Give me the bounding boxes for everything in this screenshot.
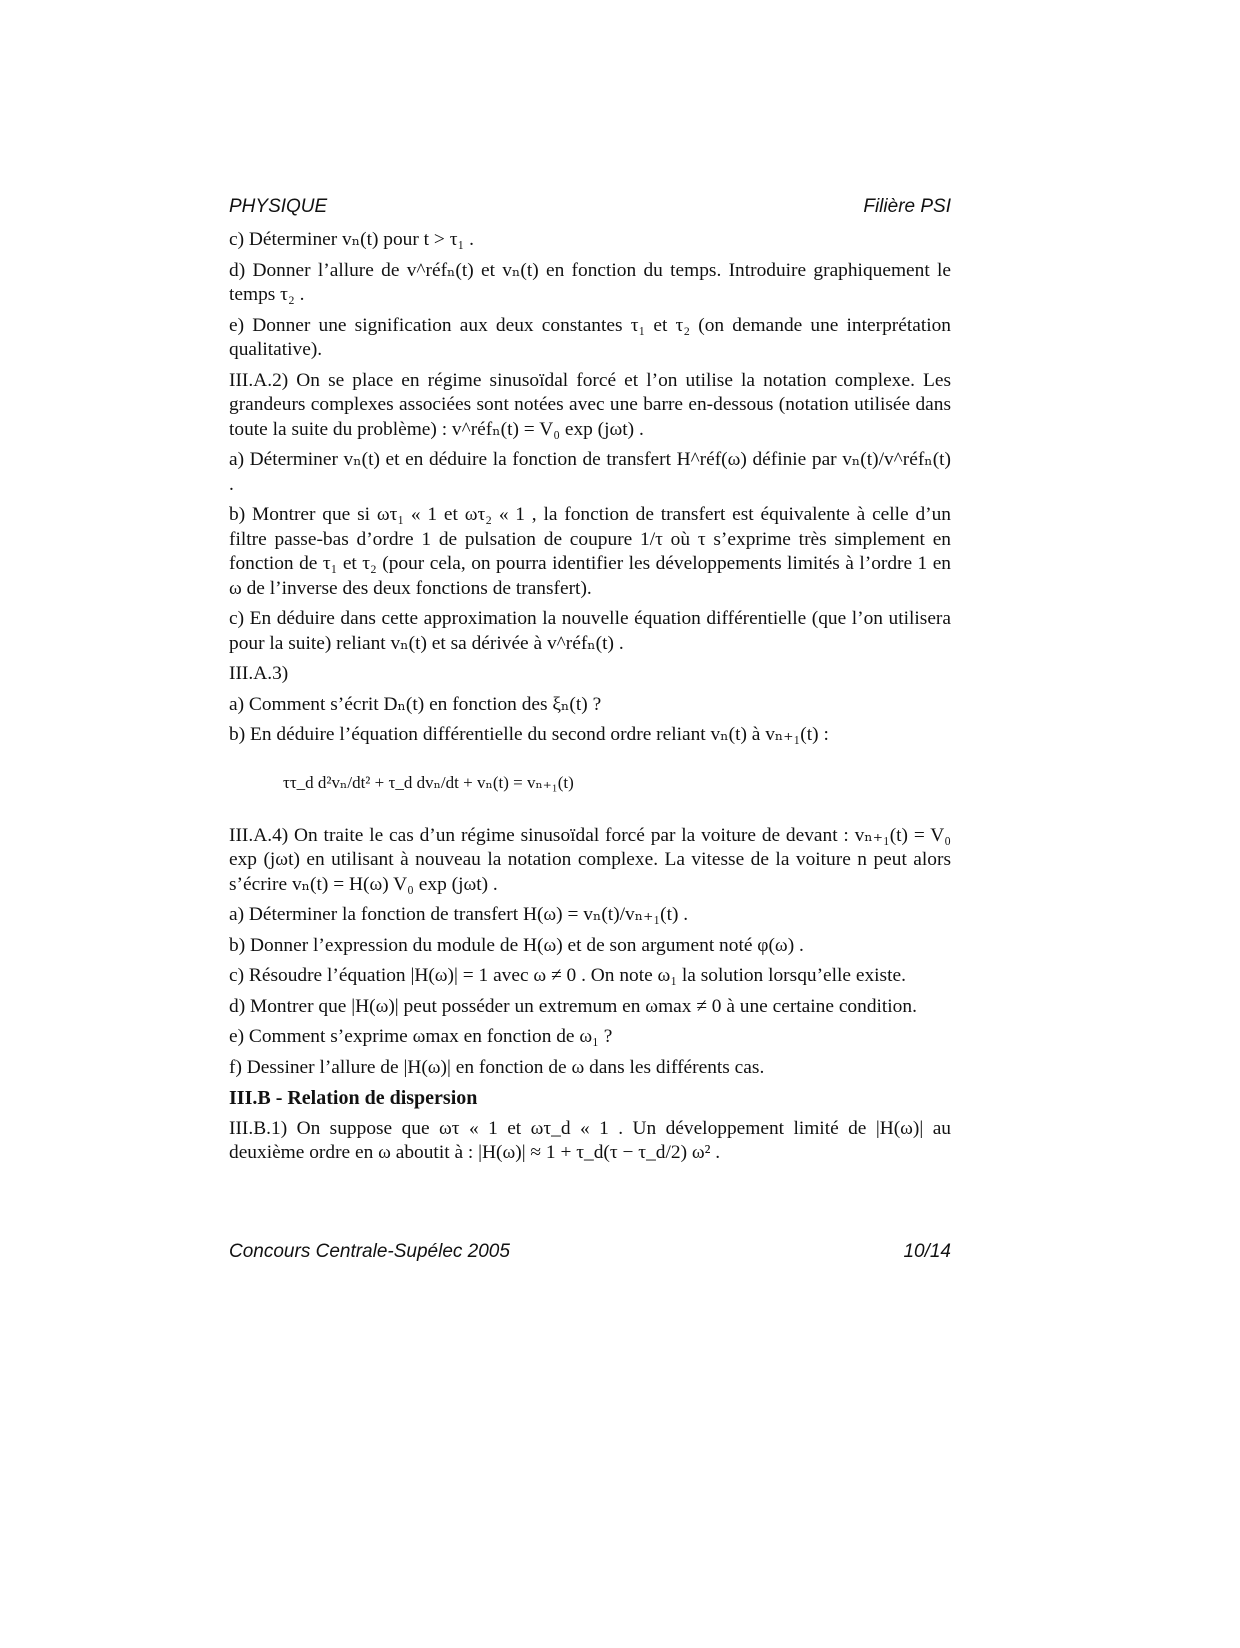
section-a3-label: III.A.3) (229, 663, 289, 684)
section-a2-intro: III.A.2) On se place en régime sinusoïdal forcé et l’on utilise la notation complexe. Les grandeurs complexes associées sont notées avec une barre en-dessous (notation utilisée dans toute la suite du problème) : v^réfₙ(t) = V₀ exp (jωt) . (229, 369, 951, 440)
question-a4a: a) Déterminer la fonction de transfert H(ω) = vₙ(t)/vₙ₊₁(t) . (229, 904, 689, 925)
question-e: e) Donner une signification aux deux constantes τ₁ et τ₂ (on demande une interprétation qualitative). (229, 314, 951, 360)
question-a3a: a) Comment s’écrit Dₙ(t) en fonction des ξₙ(t) ? (229, 693, 602, 715)
track-label: Filière PSI (863, 196, 951, 217)
question-a4d: d) Montrer que |H(ω)| peut posséder un extremum en ωmax ≠ 0 à une certaine condition. (229, 995, 917, 1017)
differential-equation (283, 754, 951, 812)
section-title: III.B - Relation de dispersion (229, 1087, 478, 1109)
section-b1: III.B.1) On suppose que ωτ « 1 et ωτ_d « 1 . Un développement limité de |H(ω)| au deuxième ordre en ω aboutit à : |H(ω)| ≈ 1 + τ_d(τ − τ_d/2) ω² . (229, 1117, 951, 1163)
equation-text: ττ_d d²vₙ/dt² + τ_d dvₙ/dt + vₙ(t) = vₙ₊₁(t) (283, 772, 574, 792)
question-a4c: c) Résoudre l’équation |H(ω)| = 1 avec ω ≠ 0 . On note ω₁ la solution lorsqu’elle existe. (229, 965, 906, 986)
exam-page (229, 196, 951, 1172)
question-a3b: b) En déduire l’équation différentielle du second ordre reliant vₙ(t) à vₙ₊₁(t) : (229, 724, 829, 745)
section-a4-intro: III.A.4) On traite le cas d’un régime sinusoïdal forcé par la voiture de devant : vₙ₊₁(t) = V₀ exp (jωt) en utilisant à nouveau la notation complexe. La vitesse de la voiture n peut alors s’écrire vₙ(t) = H(ω) V₀ exp (jωt) . (229, 824, 951, 895)
question-c: c) Déterminer vₙ(t) pour t > τ₁ . (229, 229, 474, 250)
question-d: d) Donner l’allure de v^réfₙ(t) et vₙ(t) en fonction du temps. Introduire graphiquement le temps τ₂ . (229, 259, 951, 305)
question-a4f: f) Dessiner l’allure de |H(ω)| en fonction de ω dans les différents cas. (229, 1056, 765, 1078)
contest-label: Concours Centrale-Supélec 2005 (229, 1241, 510, 1262)
question-a4e: e) Comment s’exprime ωmax en fonction de ω₁ ? (229, 1026, 613, 1047)
question-a4b: b) Donner l’expression du module de H(ω) et de son argument noté φ(ω) . (229, 934, 804, 956)
question-a2a: a) Déterminer vₙ(t) et en déduire la fonction de transfert H^réf(ω) définie par vₙ(t)/v^réfₙ(t) . (229, 449, 951, 495)
page-number: 10/14 (903, 1241, 951, 1262)
page-footer (229, 1241, 951, 1263)
page-header (229, 196, 951, 218)
subject-label: PHYSIQUE (229, 196, 328, 217)
question-a2c: c) En déduire dans cette approximation la nouvelle équation différentielle (que l’on utilisera pour la suite) reliant vₙ(t) et sa dérivée à v^réfₙ(t) . (229, 608, 951, 654)
question-a2b: b) Montrer que si ωτ₁ « 1 et ωτ₂ « 1 , la fonction de transfert est équivalente à celle d’un filtre passe-bas d’ordre 1 de pulsation de coupure 1/τ où τ s’exprime très simplement en fonction de τ₁ et τ₂ (pour cela, on pourra identifier les développements limités à l’ordre 1 en ω de l’inverse des deux fonctions de transfert). (229, 504, 951, 599)
